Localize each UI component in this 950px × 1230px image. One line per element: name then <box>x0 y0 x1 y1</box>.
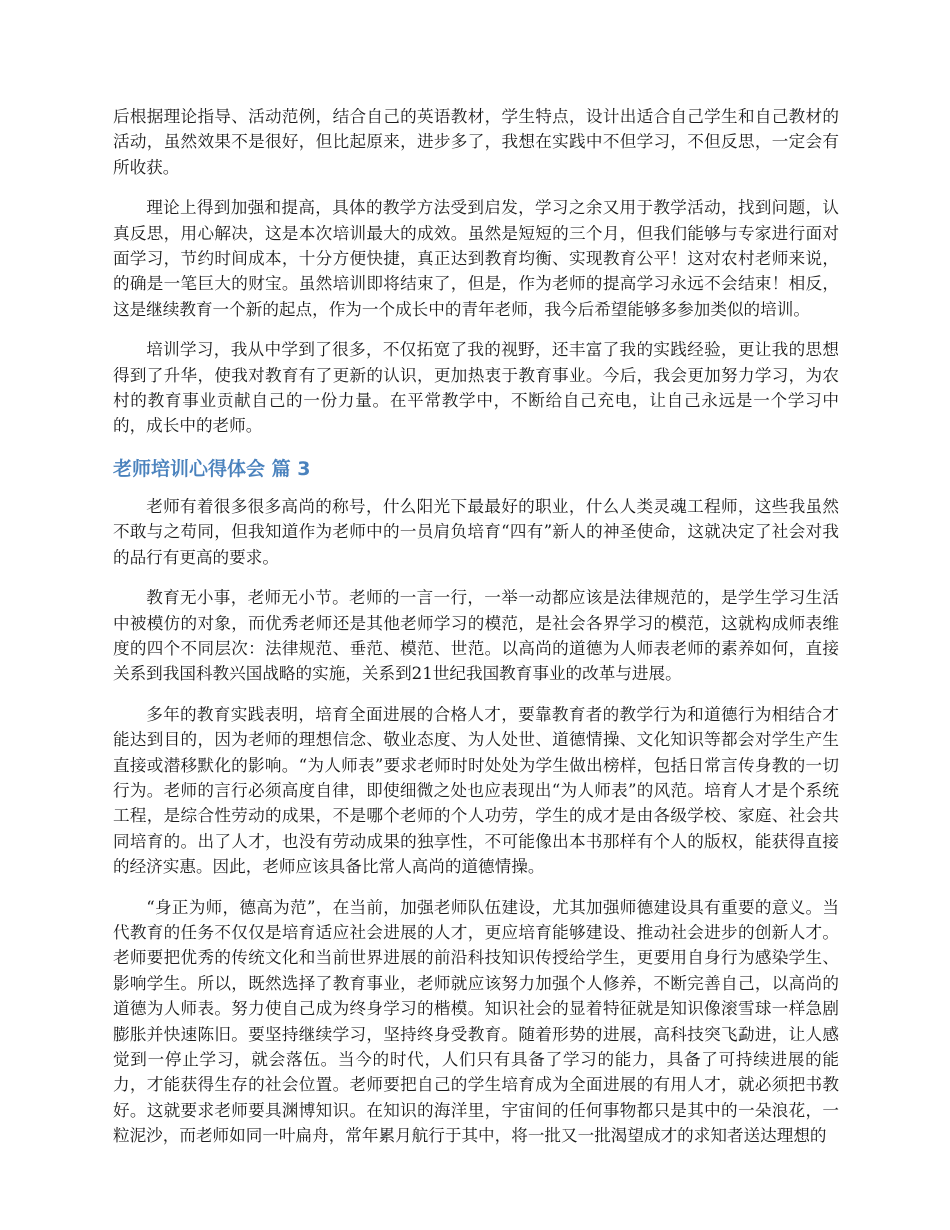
paragraph: 老师有着很多很多高尚的称号，什么阳光下最最好的职业，什么人类灵魂工程师，这些我虽然不敢与之苟同，但我知道作为老师中的一员肩负培育“四有”新人的神圣使命，这就决定了社会对我的品行有更高的要求。 <box>113 496 839 567</box>
document-page <box>113 104 839 1164</box>
paragraph: 教育无小事，老师无小节。老师的一言一行，一举一动都应该是法律规范的，是学生学习生活中被模仿的对象，而优秀老师还是其他老师学习的模范，是社会各界学习的模范，这就构成师表维度的四个不同层次：法律规范、垂范、模范、世范。以高尚的道德为人师表老师的素养如何，直接关系到我国科教兴国战略的实施，关系到21世纪我国教育事业的改革与进展。 <box>113 588 839 684</box>
section-heading: 老师培训心得体会 篇 3 <box>113 457 311 480</box>
paragraph: 培训学习，我从中学到了很多，不仅拓宽了我的视野，还丰富了我的实践经验，更让我的思想得到了升华，使我对教育有了更新的认识，更加热衷于教育事业。今后，我会更加努力学习，为农村的教育事业贡献自己的一份力量。在平常教学中，不断给自己充电，让自己永远是一个学习中的，成长中的老师。 <box>113 340 839 436</box>
paragraph: 理论上得到加强和提高，具体的教学方法受到启发，学习之余又用于教学活动，找到问题，认真反思，用心解决，这是本次培训最大的成效。虽然是短短的三个月，但我们能够与专家进行面对面学习，节约时间成本，十分方便快捷，真正达到教育均衡、实现教育公平！这对农村老师来说，的确是一笔巨大的财宝。虽然培训即将结束了，但是，作为老师的提高学习永远不会结束！相反，这是继续教育一个新的起点，作为一个成长中的青年老师，我今后希望能够多参加类似的培训。 <box>113 198 839 319</box>
paragraph: 多年的教育实践表明，培育全面进展的合格人才，要靠教育者的教学行为和道德行为相结合才能达到目的，因为老师的理想信念、敬业态度、为人处世、道德情操、文化知识等都会对学生产生直接或潜移默化的影响。“为人师表”要求老师时时处处为学生做出榜样，包括日常言传身教的一切行为。老师的言行必须高度自律，即使细微之处也应表现出“为人师表”的风范。培育人才是个系统工程，是综合性劳动的成果，不是哪个老师的个人功劳，学生的成才是由各级学校、家庭、社会共同培育的。出了人才，也没有劳动成果的独享性，不可能像出本书那样有个人的版权，能获得直接的经济实惠。因此，老师应该具备比常人高尚的道德情操。 <box>113 704 839 877</box>
paragraph: “身正为师，德高为范”，在当前，加强老师队伍建设，尤其加强师德建设具有重要的意义。当代教育的任务不仅仅是培育适应社会进展的人才，更应培育能够建设、推动社会进步的创新人才。老师要把优秀的传统文化和当前世界进展的前沿科技知识传授给学生，更要用自身行为感染学生、影响学生。所以，既然选择了教育事业，老师就应该努力加强个人修养，不断完善自己，以高尚的道德为人师表。努力使自己成为终身学习的楷模。知识社会的显着特征就是知识像滚雪球一样急剧膨胀并快速陈旧。要坚持继续学习，坚持终身受教育。随着形势的进展，高科技突飞勐进，让人感觉到一停止学习，就会落伍。当今的时代，人们只有具备了学习的能力，具备了可持续进展的能力，才能获得生存的社会位置。老师要把自己的学生培育成为全面进展的有用人才，就必须把书教好。这就要求老师要具渊博知识。在知识的海洋里，宇宙间的任何事物都只是其中的一朵浪花，一粒泥沙，而老师如同一叶扁舟，常年累月航行于其中，将一批又一批渴望成才的求知者送达理想的 <box>113 897 839 1146</box>
paragraph: 后根据理论指导、活动范例，结合自己的英语教材，学生特点，设计出适合自己学生和自己教材的活动，虽然效果不是很好，但比起原来，进步多了，我想在实践中不但学习，不但反思，一定会有所收获。 <box>113 107 839 177</box>
